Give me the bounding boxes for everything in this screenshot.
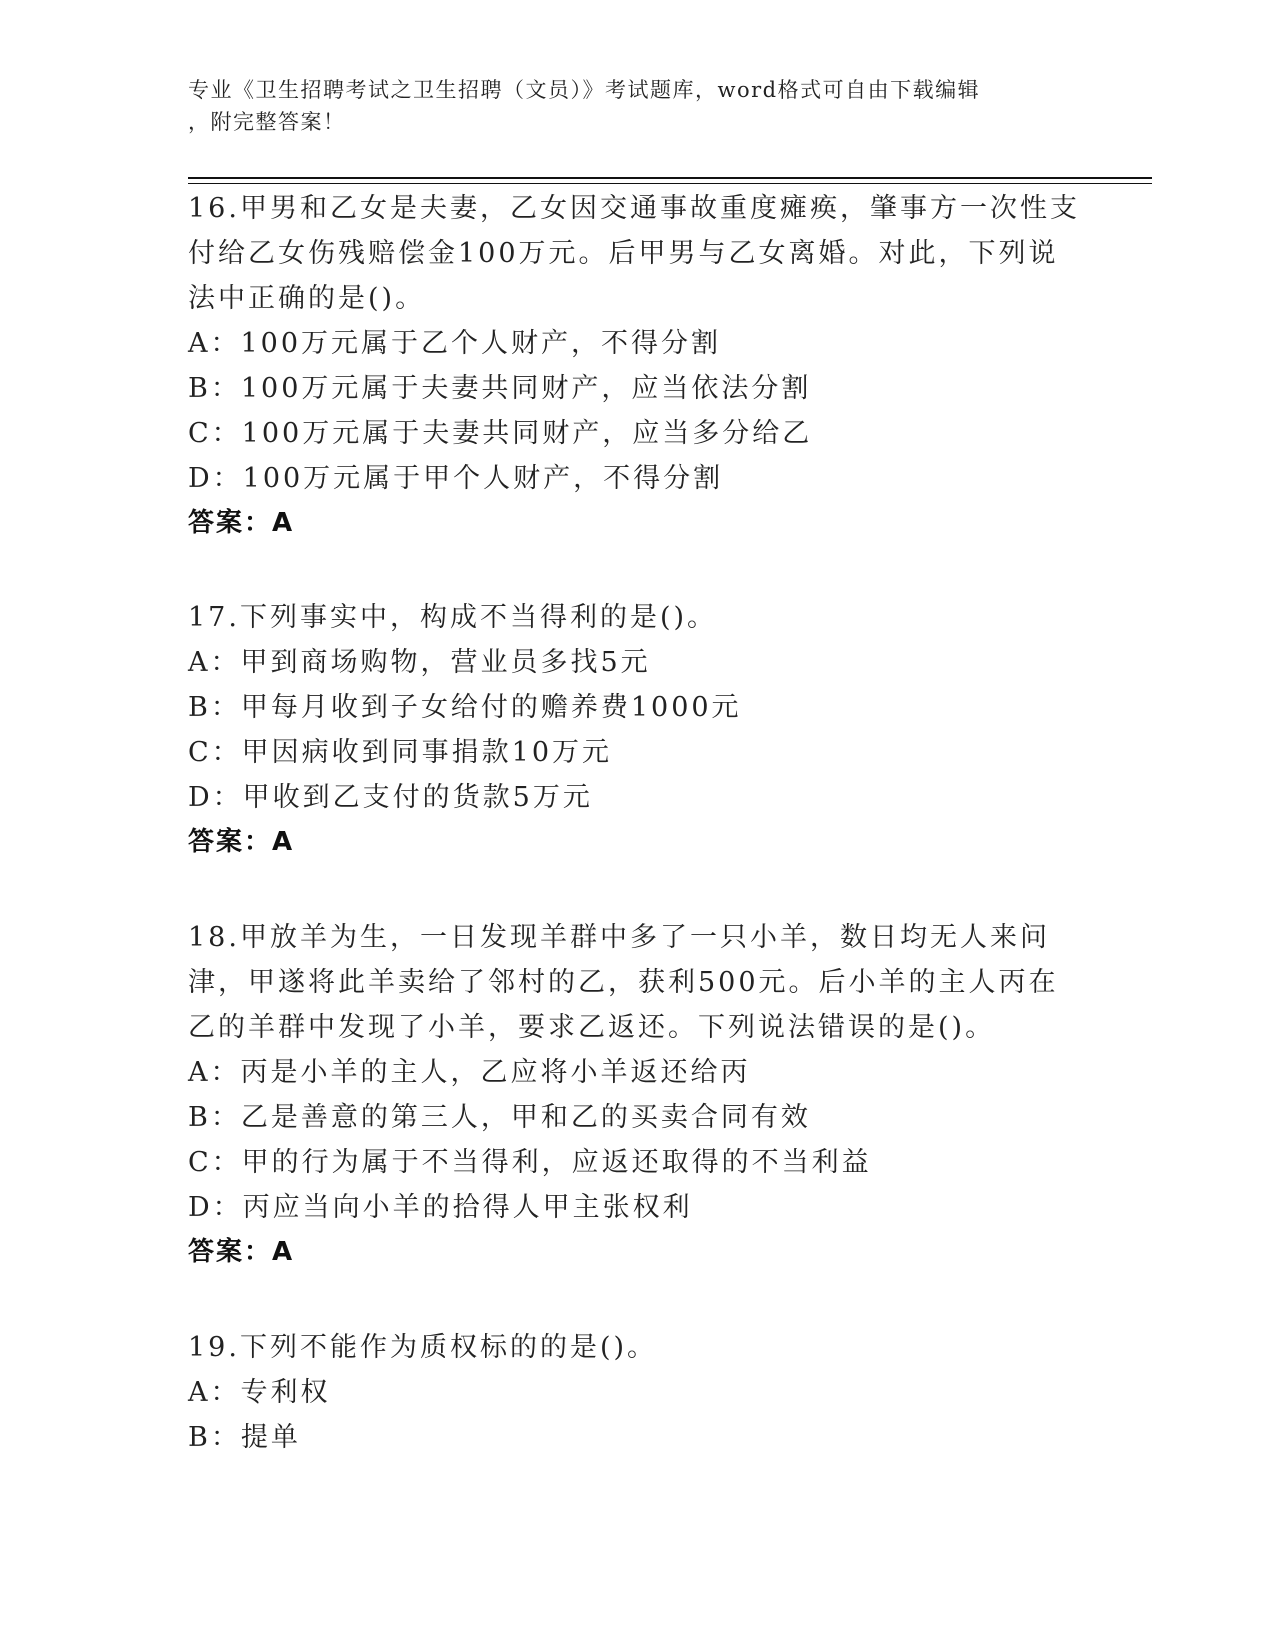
- option-d: D：100万元属于甲个人财产，不得分割: [188, 463, 724, 494]
- question-stem: 16.甲男和乙女是夫妻，乙女因交通事故重度瘫痪，肇事方一次性支付给乙女伤残赔偿金100万元。后甲男与乙女离婚。对此，下列说法中正确的是()。: [188, 193, 1080, 314]
- header-divider-thin: [188, 183, 1152, 184]
- question-16: [188, 186, 1088, 546]
- option-a: A：专利权: [188, 1377, 331, 1408]
- header-note-line-1: 专业《卫生招聘考试之卫生招聘（文员）》考试题库，word格式可自由下载编辑: [188, 78, 981, 102]
- question-18: [188, 915, 1088, 1275]
- header-note-line-2: ，附完整答案！: [188, 110, 346, 134]
- option-b: B：提单: [188, 1422, 301, 1453]
- question-stem: 17.下列事实中，构成不当得利的是()。: [188, 602, 718, 633]
- answer-label: 答案：A: [188, 508, 295, 538]
- option-b: B：100万元属于夫妻共同财产，应当依法分割: [188, 373, 812, 404]
- question-stem: 18.甲放羊为生，一日发现羊群中多了一只小羊，数日均无人来问津，甲遂将此羊卖给了邻村的乙，获利500元。后小羊的主人丙在乙的羊群中发现了小羊，要求乙返还。下列说法错误的是()。: [188, 922, 1059, 1043]
- option-d: D：丙应当向小羊的拾得人甲主张权利: [188, 1192, 693, 1223]
- option-a: A：丙是小羊的主人，乙应将小羊返还给丙: [188, 1057, 751, 1088]
- question-stem: 19.下列不能作为质权标的的是()。: [188, 1332, 658, 1363]
- option-b: B：乙是善意的第三人，甲和乙的买卖合同有效: [188, 1102, 811, 1133]
- option-c: C：100万元属于夫妻共同财产，应当多分给乙: [188, 418, 813, 449]
- answer-label: 答案：A: [188, 827, 295, 857]
- option-a: A：100万元属于乙个人财产，不得分割: [188, 328, 722, 359]
- answer-label: 答案：A: [188, 1237, 295, 1267]
- option-b: B：甲每月收到子女给付的赡养费1000元: [188, 692, 742, 723]
- question-17: [188, 595, 1088, 865]
- option-d: D：甲收到乙支付的货款5万元: [188, 782, 593, 813]
- option-c: C：甲的行为属于不当得利，应返还取得的不当利益: [188, 1147, 872, 1178]
- header-divider-thick: [188, 177, 1152, 179]
- header-note: [188, 74, 1088, 138]
- option-a: A：甲到商场购物，营业员多找5元: [188, 647, 651, 678]
- question-19: [188, 1325, 1088, 1460]
- option-c: C：甲因病收到同事捐款10万元: [188, 737, 613, 768]
